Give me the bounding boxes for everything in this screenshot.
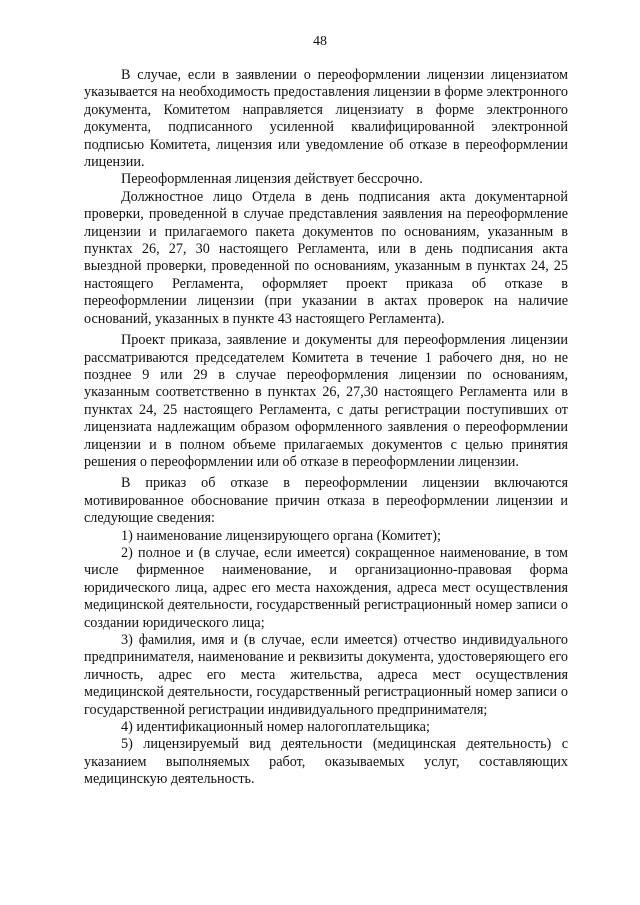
paragraph-electronic-license: В случае, если в заявлении о переоформлении лицензии лицензиатом указывается на необходимость предоставления лицензии в форме электронного документа, Комитетом направляется лицензиату в форме электронного документа, подписанного усиленной квалифицированной электронной подписью Комитета, лицензия или уведомление об отказе в переоформлении лицензии. — [84, 67, 568, 171]
document-body — [84, 67, 568, 789]
paragraph-official-draft-order: Должностное лицо Отдела в день подписания акта документарной проверки, проведенной в случае представления заявления на переоформление лицензии и прилагаемого пакета документов по основаниям, указанным в пунктах 26, 27, 30 настоящего Регламента, или в день подписания акта выездной проверки, проведенной по основаниям, указанным в пунктах 24, 25 настоящего Регламента, оформляет проект приказа об отказе в переоформлении лицензии (при указании в актах проверок на наличие оснований, указанных в пункте 43 настоящего Регламента). — [84, 188, 568, 327]
paragraph-license-validity: Переоформленная лицензия действует бессрочно. — [121, 171, 423, 188]
list-item-3: 3) фамилия, имя и (в случае, если имеется) отчество индивидуального предпринимателя, наименование и реквизиты документа, удостоверяющего его личность, адрес его места жительства, адреса мест осуществления медицинской деятельности, государственный регистрационный номер записи о государственной регистрации индивидуального предпринимателя; — [84, 632, 568, 718]
list-item-1: 1) наименование лицензирующего органа (Комитет); — [121, 527, 441, 544]
paragraph-refusal-order-contents: В приказ об отказе в переоформлении лицензии включаются мотивированное обоснование причин отказа в переоформлении лицензии и следующие сведения: — [84, 475, 568, 527]
paragraph-draft-review: Проект приказа, заявление и документы для переоформления лицензии рассматриваются председателем Комитета в течение 1 рабочего дня, но не позднее 9 или 29 в случае переоформления лицензии по основаниям, указанным соответственно в пунктах 26, 27,30 настоящего Регламента или в пунктах 24, 25 настоящего Регламента, с даты регистрации поступивших от лицензиата надлежащим образом оформленного заявления о переоформлении лицензии и в полном объеме прилагаемых документов с целью принятия решения о переоформлении или об отказе в переоформлении лицензии. — [84, 332, 568, 470]
list-item-5: 5) лицензируемый вид деятельности (медицинская деятельность) с указанием выполняемых работ, оказываемых услуг, составляющих медицинскую деятельность. — [84, 736, 568, 788]
list-item-2: 2) полное и (в случае, если имеется) сокращенное наименование, в том числе фирменное наименование, и организационно-правовая форма юридического лица, адрес его места нахождения, адреса мест осуществления медицинской деятельности, государственный регистрационный номер записи о создании юридического лица; — [84, 544, 568, 631]
page-number: 48 — [313, 34, 327, 49]
list-item-4: 4) идентификационный номер налогоплательщика; — [121, 719, 430, 736]
